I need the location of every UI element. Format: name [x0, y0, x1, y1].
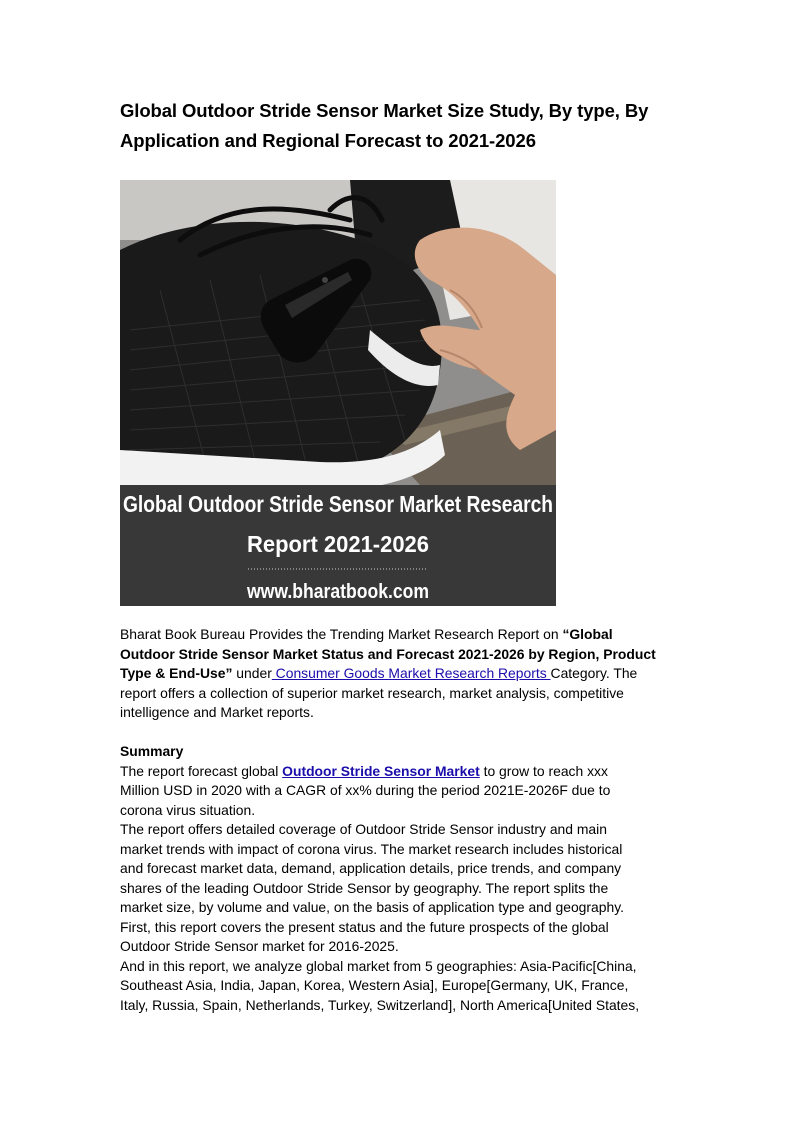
report-name-bold: Type & End-Use” [120, 665, 233, 681]
outdoor-stride-sensor-market-link[interactable]: Outdoor Stride Sensor Market [282, 762, 480, 779]
summary-line: Italy, Russia, Spain, Netherlands, Turkey, Switzerland], North America[United States, [120, 996, 640, 1013]
report-cover-image [120, 180, 556, 606]
banner-url: www.bharatbook.com [246, 581, 429, 603]
summary-text: to grow to reach xxx [479, 762, 608, 779]
summary-text: The report forecast global [120, 762, 283, 779]
report-title [120, 96, 700, 156]
intro-text: Category. The [550, 665, 638, 681]
summary-line: Outdoor Stride Sensor market for 2016-2025. [120, 938, 399, 954]
summary-line: corona virus situation. [120, 801, 256, 818]
banner-title-line2: Report 2021-2026 [247, 531, 429, 557]
summary-line: market size, by volume and value, on the basis of application type and geography. [120, 899, 624, 915]
summary-line: First, this report covers the present status and the future prospects of the global [120, 918, 609, 935]
summary-line: Southeast Asia, India, Japan, Korea, Western Asia], Europe[Germany, UK, France, [120, 977, 629, 993]
report-name-bold: Outdoor Stride Sensor Market Status and Forecast 2021-2026 by Region, Product [120, 645, 656, 662]
summary-line: shares of the leading Outdoor Stride Sensor by geography. The report splits the [120, 879, 609, 896]
intro-line [120, 664, 690, 684]
intro-text: Bharat Book Bureau Provides the Trending Market Research Report on [120, 626, 563, 642]
summary-line: market trends with impact of corona virus. The market research includes historical [120, 840, 623, 857]
intro-line: intelligence and Market reports. [120, 704, 314, 720]
banner-title-line1: Global Outdoor Stride Sensor Market Research [123, 491, 553, 517]
summary-line: The report offers detailed coverage of Outdoor Stride Sensor industry and main [120, 821, 607, 837]
consumer-goods-reports-link[interactable]: Consumer Goods Market Research Reports [271, 665, 551, 681]
intro-text: under [232, 665, 272, 681]
summary-heading: Summary [120, 743, 184, 759]
intro-line: report offers a collection of superior market research, market analysis, competitive [120, 684, 624, 701]
intro-line [120, 625, 690, 645]
title-line: Application and Regional Forecast to 2021-2026 [120, 130, 536, 151]
report-body [120, 625, 690, 1015]
summary-line: Million USD in 2020 with a CAGR of xx% during the period 2021E-2026F due to [120, 782, 611, 798]
summary-line [120, 762, 690, 782]
summary-line: And in this report, we analyze global market from 5 geographies: Asia-Pacific[China, [120, 957, 637, 974]
paragraph-gap [120, 723, 690, 743]
report-name-bold: “Global [562, 626, 613, 642]
title-line: Global Outdoor Stride Sensor Market Size Study, By type, By [120, 100, 649, 121]
summary-line: and forecast market data, demand, application details, price trends, and company [120, 860, 622, 876]
